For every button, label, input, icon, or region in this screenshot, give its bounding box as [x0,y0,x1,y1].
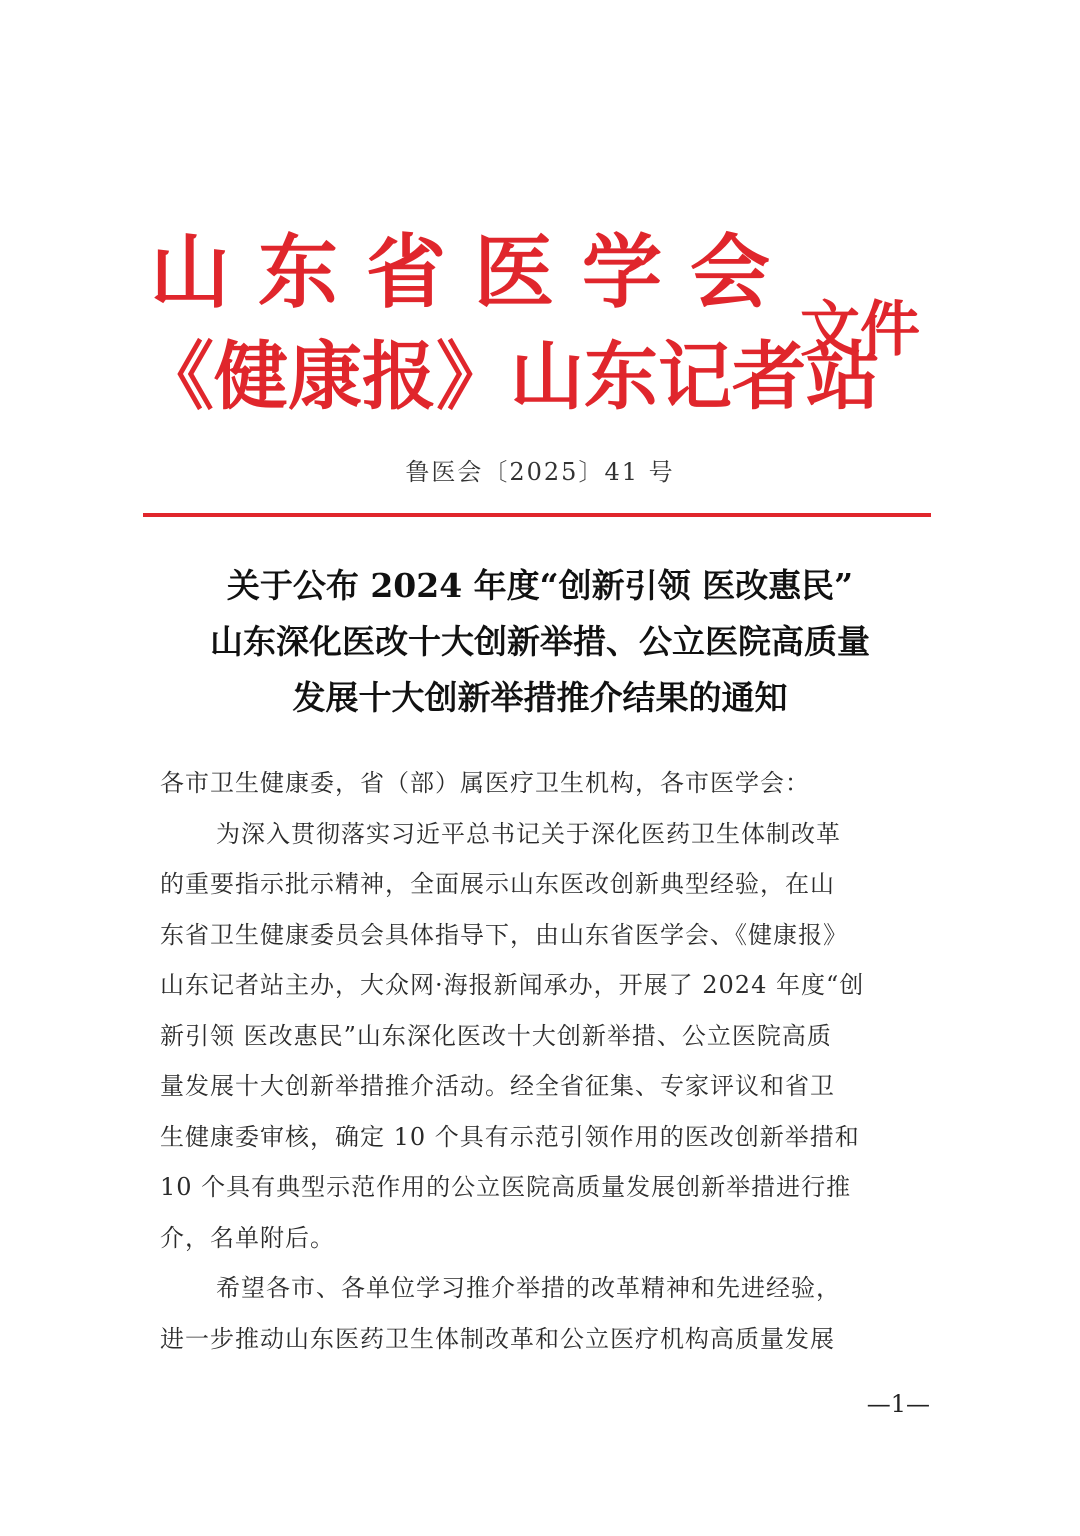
document-number: 鲁医会〔2025〕41 号 [405,458,675,486]
body-line: 希望各市、各单位学习推介举措的改革精神和先进经验， [216,1274,841,1302]
title-line: 关于公布 2024 年度“创新引领 医改惠民” [226,566,854,605]
body-line: 生健康委审核，确定 10 个具有示范引领作用的医改创新举措和 [160,1122,860,1151]
body-line: 量发展十大创新举措推介活动。经全省征集、专家评议和省卫 [160,1072,835,1100]
body-line: 进一步推动山东医药卫生体制改革和公立医疗机构高质量发展 [160,1324,835,1353]
masthead-file-word: 文件 [800,295,920,365]
body-line: 为深入贯彻落实习近平总书记关于深化医药卫生体制改革 [216,819,841,848]
body-line: 10 个具有典型示范作用的公立医院高质量发展创新举措进行推 [160,1173,852,1201]
title-line: 山东深化医改十大创新举措、公立医院高质量 [210,622,870,661]
red-divider-line [143,513,931,517]
masthead-org-shandong-medical-association: 山东省医学会 [150,225,798,319]
body-line: 的重要指示批示精神，全面展示山东医改创新典型经验，在山 [160,870,835,898]
body-line: 东省卫生健康委员会具体指导下，由山东省医学会、《健康报》 [160,920,848,949]
page-number: —1— [866,1390,930,1418]
title-line: 发展十大创新举措推介结果的通知 [292,678,788,717]
document-body [160,758,920,1364]
body-line: 介，名单附后。 [160,1223,335,1252]
masthead-org-health-news-station: 《健康报》山东记者站 [140,334,880,420]
body-line: 新引领 医改惠民”山东深化医改十大创新举措、公立医院高质 [160,1021,832,1050]
body-line: 山东记者站主办，大众网·海报新闻承办，开展了 2024 年度“创 [160,971,865,999]
document-title [150,558,930,726]
salutation: 各市卫生健康委，省（部）属医疗卫生机构，各市医学会： [160,769,810,797]
